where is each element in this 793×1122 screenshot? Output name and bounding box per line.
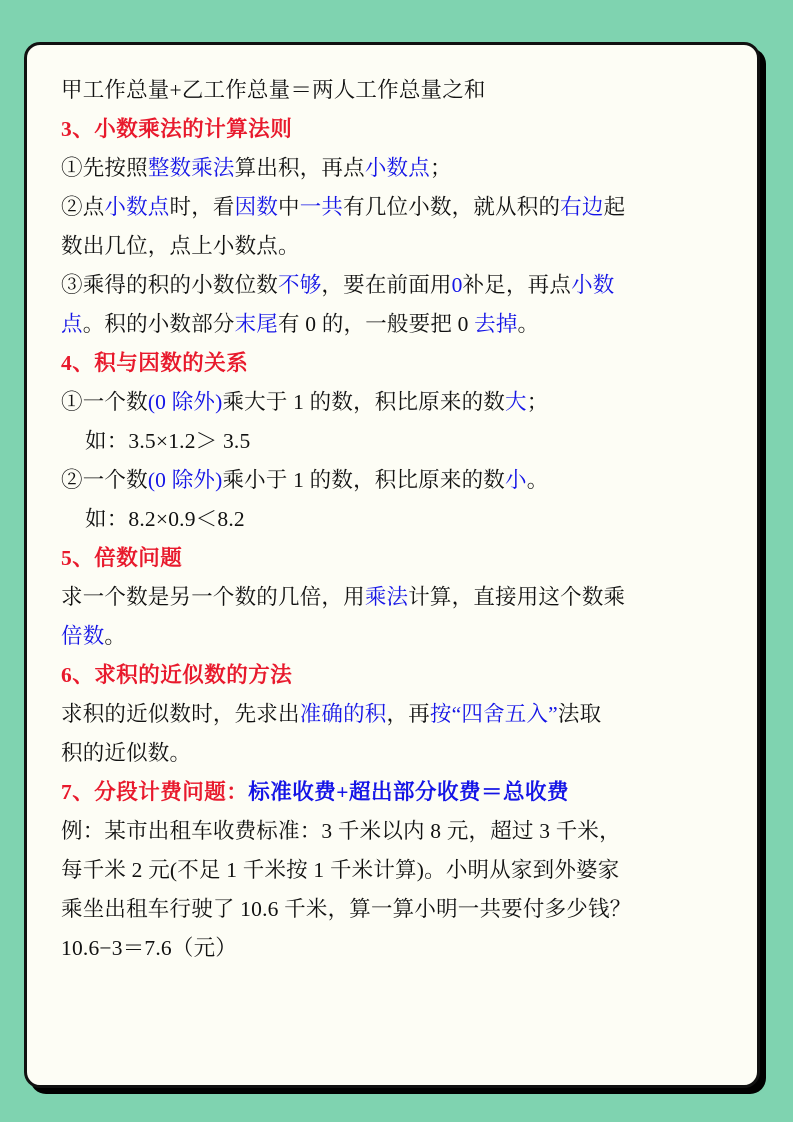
line-seg-highlight: “四舍五入” <box>451 702 558 726</box>
line-seg: ③乘得的积的小数位数 <box>61 273 279 297</box>
text-line-total-work <box>61 71 723 109</box>
line-text: 乘坐出租车行驶了 10.6 千米，算一算小明一共要付多少钱？ <box>61 897 632 921</box>
line-seg-highlight: 倍数 <box>61 624 105 648</box>
text-line-example-2 <box>61 500 723 538</box>
line-text: 数出几位，点上小数点。 <box>61 234 300 258</box>
heading-seg-highlight: 标准收费+超出部分收费＝总收费 <box>248 780 570 804</box>
heading-text: 7、分段计费问题 <box>61 780 227 804</box>
line-seg-highlight: 整数乘法 <box>147 156 235 180</box>
line-seg: 。积的小数部分 <box>82 312 235 336</box>
line-seg: 时，看 <box>169 195 235 219</box>
text-line-rule-2 <box>61 188 723 226</box>
text-line-relation-2 <box>61 461 723 499</box>
heading-product-factor-relation <box>61 344 723 382</box>
line-seg: ②点 <box>61 195 105 219</box>
text-line-approximate-explain <box>61 695 723 733</box>
line-seg: 。 <box>526 468 549 492</box>
text-line-multiple-explain <box>61 578 723 616</box>
heading-text: 4、积与因数的关系 <box>61 351 249 375</box>
line-seg: 有 0 的，一般要把 0 <box>278 312 475 336</box>
line-seg-highlight: 一共 <box>299 195 344 219</box>
heading-text: 6、求积的近似数的方法 <box>61 663 293 687</box>
line-text: 每千米 2 元(不足 1 千米按 1 千米计算)。小明从家到外婆家 <box>61 858 620 882</box>
line-seg-highlight: 末尾 <box>234 312 279 336</box>
heading-tiered-pricing <box>61 773 723 811</box>
line-seg-highlight: 0 <box>451 273 463 297</box>
heading-approximate-product <box>61 656 723 694</box>
line-seg-highlight: 按 <box>429 702 452 726</box>
line-seg: ①先按照 <box>61 156 148 180</box>
line-text: 甲工作总量+乙工作总量＝两人工作总量之和 <box>61 78 486 102</box>
text-line-rule-2-cont <box>61 227 723 265</box>
line-seg: ； <box>429 156 452 180</box>
line-seg: 有几位小数，就从积的 <box>343 195 561 219</box>
line-seg-highlight: 大 <box>504 390 527 414</box>
text-line-approximate-explain-cont <box>61 734 723 772</box>
text-line-rule-1 <box>61 149 723 187</box>
heading-decimal-multiplication-rules <box>61 110 723 148</box>
line-seg-highlight: (0 除外) <box>147 468 223 492</box>
line-seg: ②一个数 <box>61 468 148 492</box>
text-line-example-1 <box>61 422 723 460</box>
line-seg: 乘小于 1 的数，积比原来的数 <box>222 468 505 492</box>
heading-text: 3、小数乘法的计算法则 <box>61 117 293 141</box>
line-seg: 法取 <box>557 702 602 726</box>
line-text: 积的近似数。 <box>61 741 192 765</box>
line-seg: ； <box>526 390 549 414</box>
line-seg: 乘大于 1 的数，积比原来的数 <box>222 390 505 414</box>
line-seg: 求积的近似数时，先求出 <box>61 702 300 726</box>
line-seg-highlight: 小数点 <box>364 156 430 180</box>
line-seg: 。 <box>104 624 127 648</box>
line-seg: 补足，再点 <box>462 273 572 297</box>
line-seg: ，要在前面用 <box>321 273 452 297</box>
text-line-rule-3-cont <box>61 305 723 343</box>
line-seg-highlight: 小 <box>504 468 527 492</box>
line-seg: 起 <box>603 195 626 219</box>
heading-multiple-problems <box>61 539 723 577</box>
line-seg-highlight: 去掉 <box>474 312 518 336</box>
line-seg: 算出积，再点 <box>234 156 365 180</box>
line-seg: ①一个数 <box>61 390 148 414</box>
text-line-rule-3 <box>61 266 723 304</box>
line-text: 如：3.5×1.2＞ 3.5 <box>85 429 251 453</box>
text-line-multiple-explain-cont <box>61 617 723 655</box>
line-seg-highlight: 不够 <box>278 273 322 297</box>
line-seg-highlight: 右边 <box>560 195 604 219</box>
line-seg-highlight: 准确的积 <box>299 702 387 726</box>
line-seg: 。 <box>517 312 540 336</box>
text-line-example-problem-3 <box>61 890 723 928</box>
line-seg-highlight: 乘法 <box>364 585 409 609</box>
text-line-example-problem-1 <box>61 812 723 850</box>
line-seg-highlight: 小数 <box>571 273 615 297</box>
line-seg-highlight: (0 除外) <box>147 390 223 414</box>
heading-seg: ： <box>226 780 249 804</box>
line-seg: ，再 <box>386 702 430 726</box>
line-text: 10.6−3＝7.6（元） <box>61 936 237 960</box>
line-seg: 求一个数是另一个数的几倍，用 <box>61 585 365 609</box>
line-seg-highlight: 因数 <box>234 195 279 219</box>
text-line-relation-1 <box>61 383 723 421</box>
line-text: 如：8.2×0.9＜8.2 <box>85 507 245 531</box>
line-text: 例：某市出租车收费标准：3 千米以内 8 元，超过 3 千米， <box>61 819 621 843</box>
line-seg-highlight: 小数点 <box>104 195 170 219</box>
heading-text: 5、倍数问题 <box>61 546 183 570</box>
text-line-example-answer <box>61 929 723 967</box>
line-seg: 计算，直接用这个数乘 <box>408 585 626 609</box>
line-seg: 中 <box>278 195 300 219</box>
line-seg-highlight: 点 <box>61 312 83 336</box>
note-card <box>24 42 760 1088</box>
text-line-example-problem-2 <box>61 851 723 889</box>
note-content <box>27 45 757 978</box>
